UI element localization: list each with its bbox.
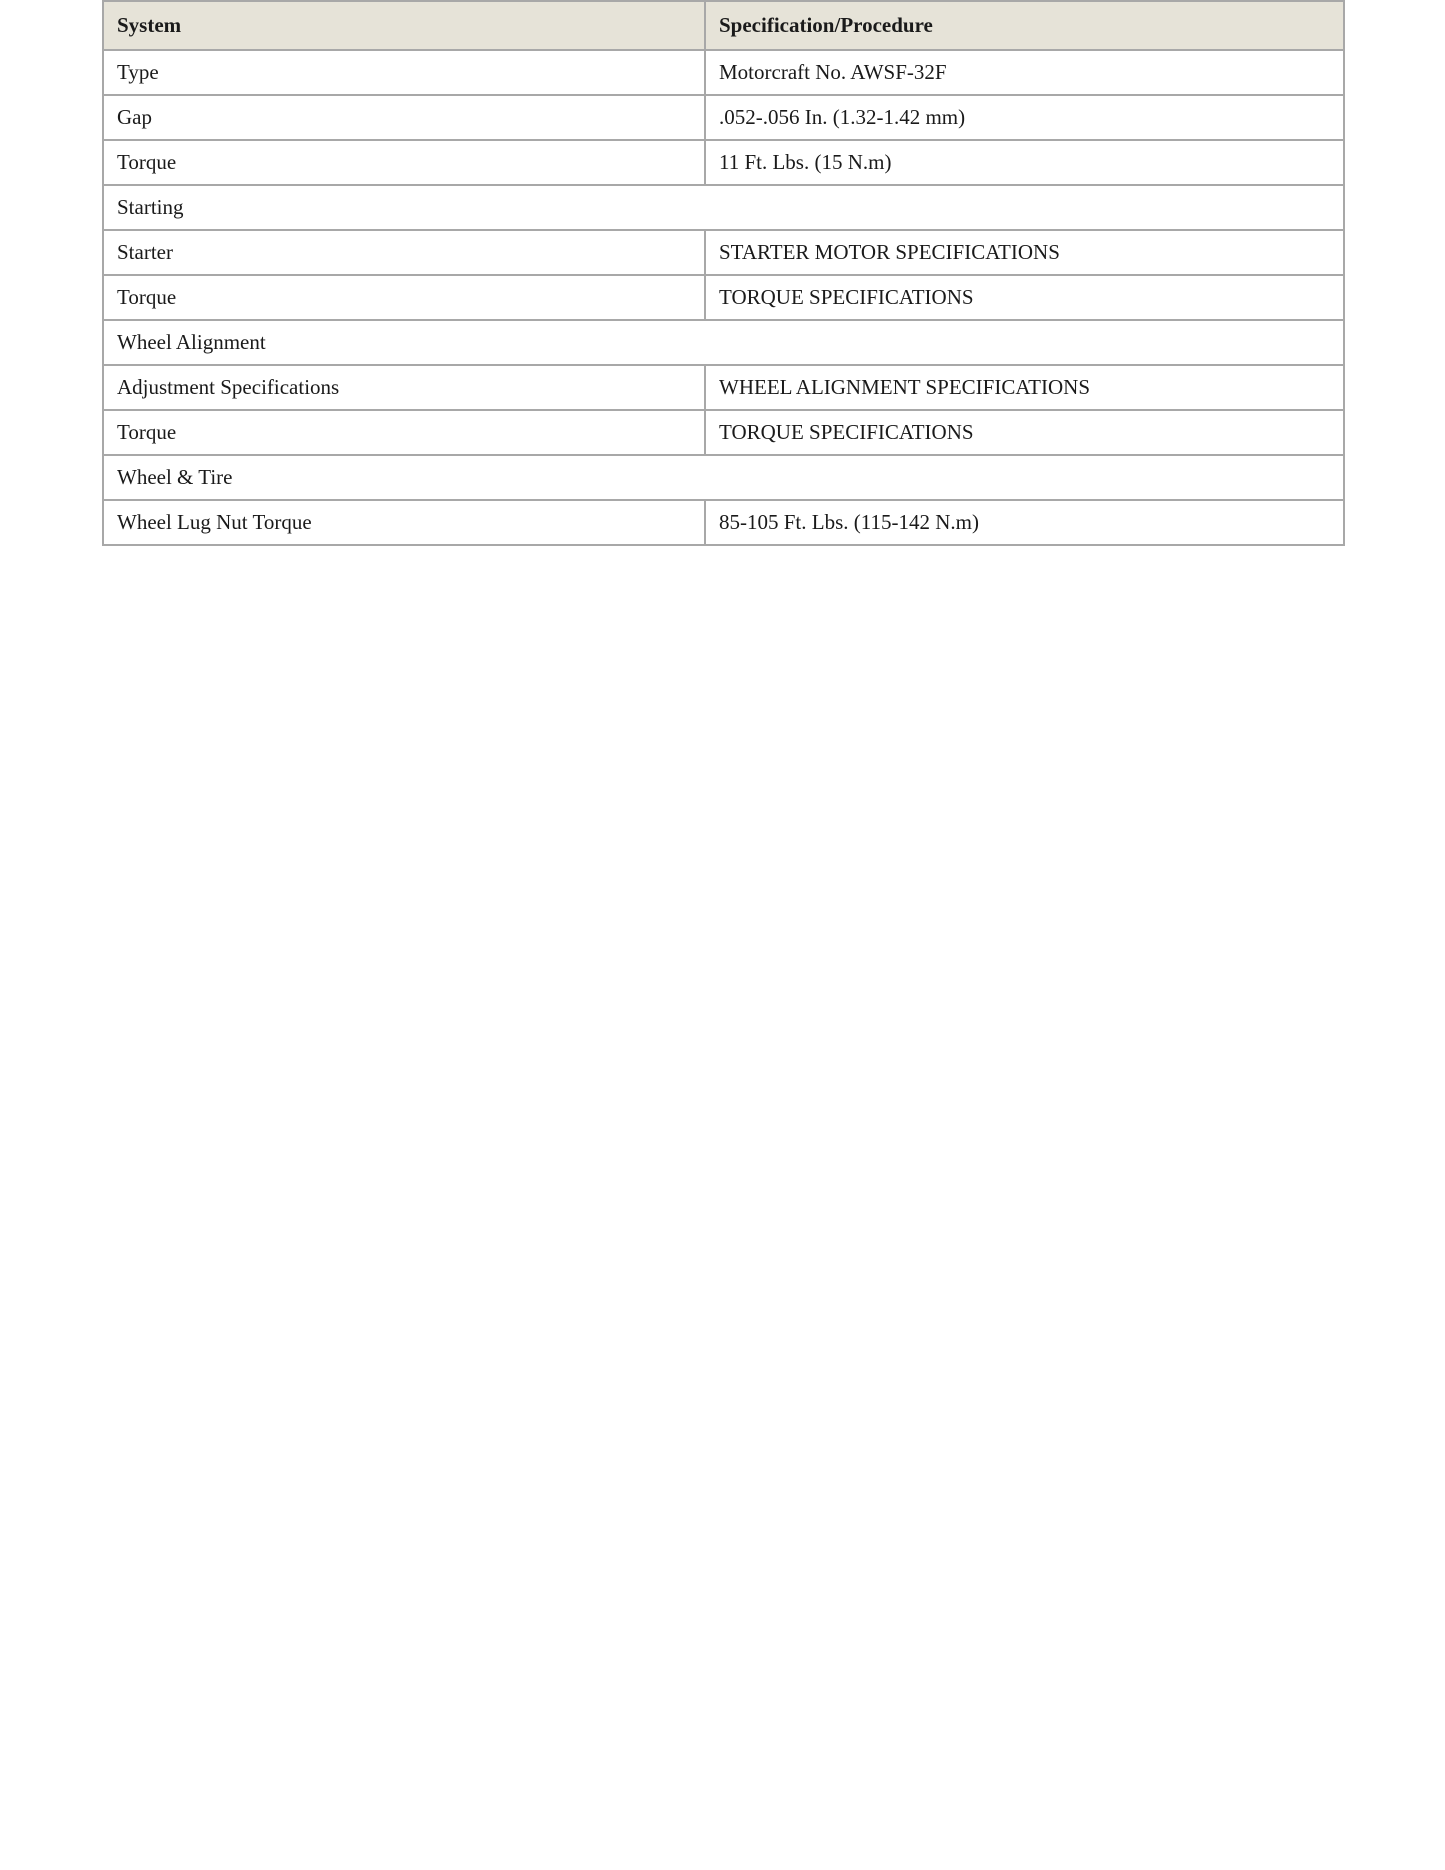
specifications-table: [102, 0, 1345, 546]
system-cell: Torque: [103, 410, 705, 455]
system-cell: Gap: [103, 95, 705, 140]
system-cell: Type: [103, 50, 705, 95]
system-cell: Adjustment Specifications: [103, 365, 705, 410]
table-section-row: [103, 455, 1344, 500]
section-label: Starting: [103, 185, 1344, 230]
section-label: Wheel Alignment: [103, 320, 1344, 365]
specification-cell: TORQUE SPECIFICATIONS: [705, 275, 1344, 320]
system-cell: Wheel Lug Nut Torque: [103, 500, 705, 545]
table-row: [103, 140, 1344, 185]
table-row: [103, 50, 1344, 95]
system-cell: Torque: [103, 140, 705, 185]
header-specification: Specification/Procedure: [705, 1, 1344, 50]
specification-cell: TORQUE SPECIFICATIONS: [705, 410, 1344, 455]
table-section-row: [103, 320, 1344, 365]
table-body: [103, 50, 1344, 545]
table-row: [103, 500, 1344, 545]
table-header-row: [103, 1, 1344, 50]
specification-cell: 11 Ft. Lbs. (15 N.m): [705, 140, 1344, 185]
table-row: [103, 275, 1344, 320]
section-label: Wheel & Tire: [103, 455, 1344, 500]
table-row: [103, 95, 1344, 140]
specification-cell: STARTER MOTOR SPECIFICATIONS: [705, 230, 1344, 275]
table-row: [103, 410, 1344, 455]
specification-cell: Motorcraft No. AWSF-32F: [705, 50, 1344, 95]
system-cell: Starter: [103, 230, 705, 275]
system-cell: Torque: [103, 275, 705, 320]
specification-cell: 85-105 Ft. Lbs. (115-142 N.m): [705, 500, 1344, 545]
table-row: [103, 230, 1344, 275]
header-system: System: [103, 1, 705, 50]
specification-cell: WHEEL ALIGNMENT SPECIFICATIONS: [705, 365, 1344, 410]
specification-cell: .052-.056 In. (1.32-1.42 mm): [705, 95, 1344, 140]
table-section-row: [103, 185, 1344, 230]
table-row: [103, 365, 1344, 410]
